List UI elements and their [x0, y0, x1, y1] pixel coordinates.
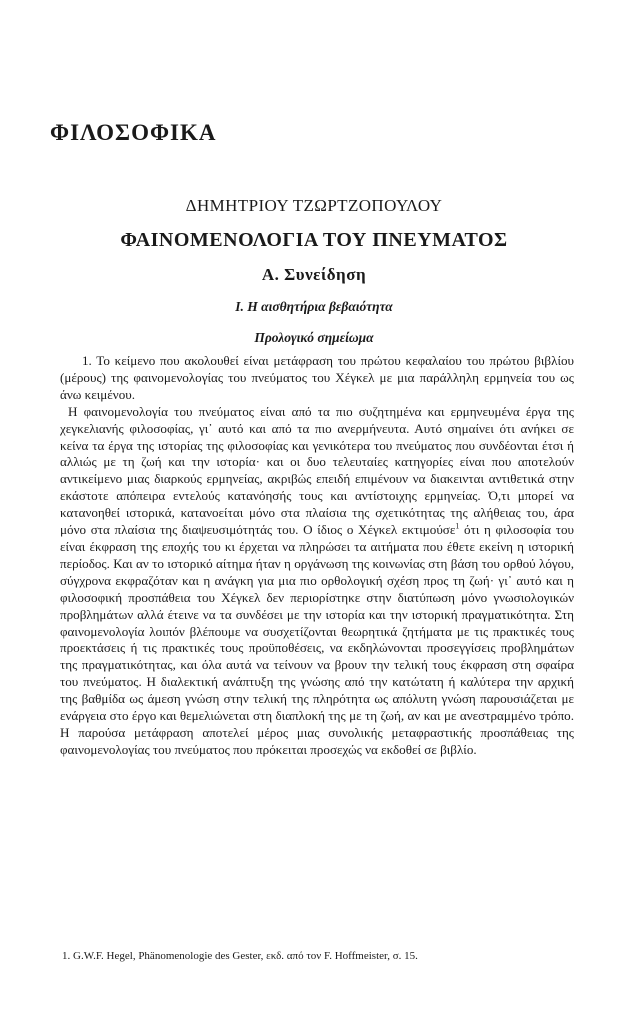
note-heading: Προλογικό σημείωμα — [254, 330, 374, 345]
paragraph-2-part-a: Η φαινομενολογία του πνεύματος είναι από τα πιο συζητημένα και ερμηνευμένα έργα της χεγκελιανής φιλοσοφίας, γι᾽ αυτό και από τα πιο ανερμήνευτα. Αυτό σημαίνει ότι ανήκει σε κείνα τα έργα της ιστορίας της φιλοσοφίας και γενικότερα του πνεύματος που συνδέονται έτσι ή αλλιώς με τη ζωή και την ιστορία· και οι δυο τελευταίες κατηγορίες είναι που αποτελούν αντικείμενο μιας διαρκούς ερμηνείας, ακριβώς επειδή επιμένουν να διακεινται αντιθετικά στην εκάστοτε απόπειρα εντελούς κατανόησής τους και αντίστοιχης ερμηνείας. Ό,τι μπορεί να κατανοηθεί ιστορικά, κατανοείται μόνο στα πλαίσια της σχετικότητας της αλήθειας του, άρα μόνο στα πλαίσια της διαψευσιμότητάς του. Ο ίδιος ο Χέγκελ εκτιμούσε — [60, 403, 574, 538]
section-heading: ΦΙΛΟΣΟΦΙΚΑ — [50, 120, 217, 145]
chapter-heading: Ι. Η αισθητήρια βεβαιότητα — [235, 299, 393, 314]
paragraph-2-part-b: ότι η φιλοσοφία του είναι έκφραση της εποχής του κι έρχεται να πληρώσει τα αιτήματα που έθετε εκείνη η ιστορική περίοδος. Και αν το ιστορικό αίτημα ήταν η οργάνωση της κοινωνίας στη βάση του ορθού λόγου, σύγχρονα εκφραζόταν και η ανάγκη για μια πιο ορθολογική σχέση προς τη ζωή· γι᾽ αυτό και η φιλοσοφική προσπάθεια του Χέγκελ δεν περιορίστηκε στην διατύπωση μόνο γνωσιολογικών προβλημάτων αλλά έτεινε να τα συνδέσει με την ιστορία και την ιστορική πραγματικότητα. Στη φαινομενολογία λοιπόν βλέπουμε να συσχετίζονται θεωρητικά ζητήματα με τις πρακτικές τους προεκτάσεις ή τις πρακτικές τους προϋποθέσεις, να εκδηλώνονται προσεγγίσεις προβλημάτων της πραγματικότητας, και όλα αυτά να τείνουν να βρουν την τελική τους έκφραση στη σφαίρα του πνεύματος. Η διαλεκτική ανάπτυξη της γνώσης από την κατώτατη ή καλύτερα την αρχική της βαθμίδα ως άμεση γνώση στην τελική της πληρότητα ως απόλυτη γνώση παρουσιάζεται με ενάργεια στο έργο και θεμελιώνεται στη διαπλοκή της με τη ζωή, αν και με ανεστραμμένο τρόπο. Η παρούσα μετάφραση αποτελεί μέρος μιας συνολικής μεταφραστικής προσπάθειας της φαινομενολογίας του πνεύματος που πρόκειται προσεχώς να εκδοθεί σε βιβλίο. — [60, 522, 574, 757]
footnote-reference[interactable]: 1 — [455, 521, 460, 531]
article-title: ΦΑΙΝΟΜΕΝΟΛΟΓΙΑ ΤΟΥ ΠΝΕΥΜΑΤΟΣ — [120, 229, 508, 251]
paragraph-1: 1. Το κείμενο που ακολουθεί είναι μετάφραση του πρώτου κεφαλαίου του πρώτου βιβλίου (μέρους) της φαινομενολογίας του πνεύματος του Χέγκελ με μια παράλληλη ερμηνεία του ως άνω κειμένου. — [60, 353, 574, 402]
body-text — [60, 353, 574, 759]
author-name: ΔΗΜΗΤΡΙΟΥ ΤΖΩΡΤΖΟΠΟΥΛΟΥ — [185, 196, 443, 215]
paragraph-2 — [60, 404, 574, 759]
part-heading: Α. Συνείδηση — [261, 265, 367, 284]
footnote: 1. G.W.F. Hegel, Phänomenologie des Gester, εκδ. από τον F. Hoffmeister, σ. 15. — [62, 950, 418, 962]
